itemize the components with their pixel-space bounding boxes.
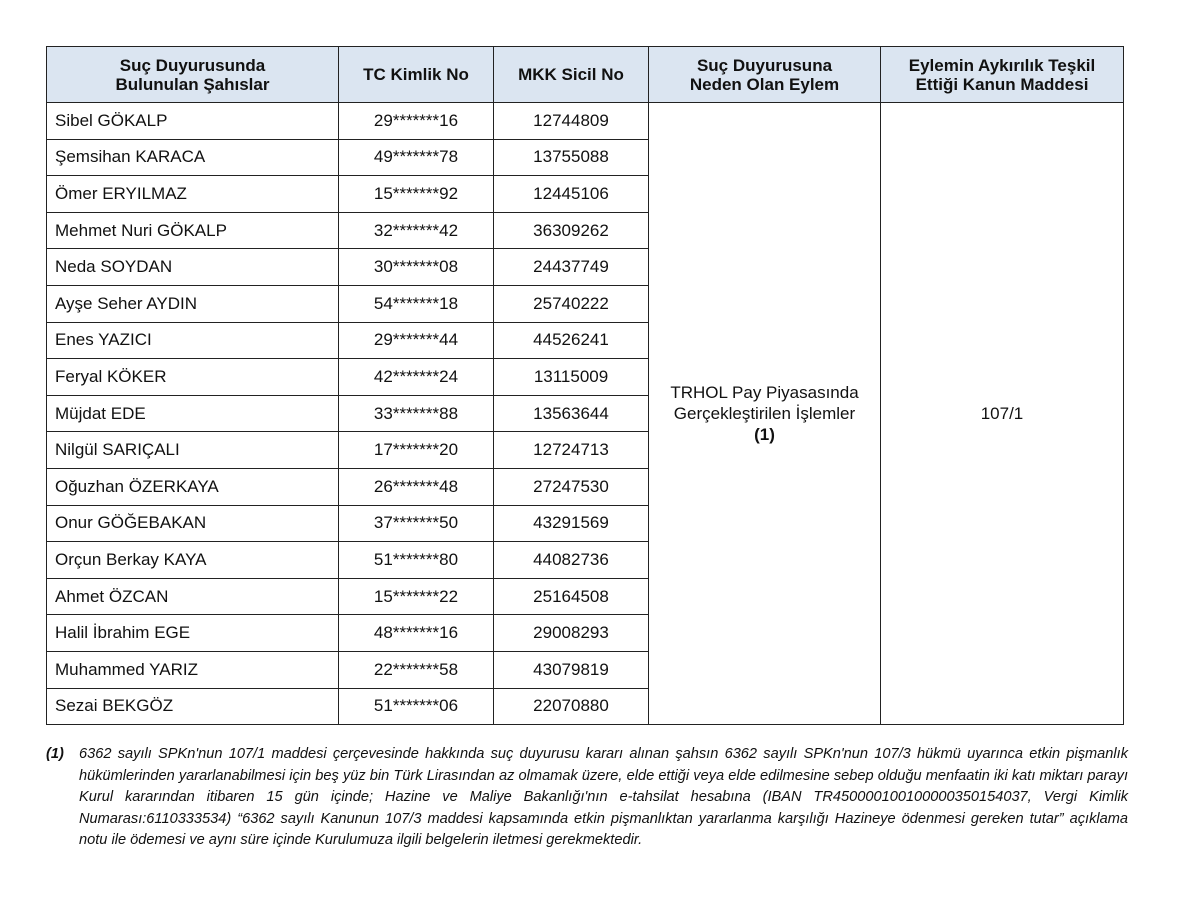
- person-name: Nilgül SARIÇALI: [47, 432, 339, 469]
- tc-kimlik-no: 15*******92: [339, 176, 494, 213]
- person-name: Müjdat EDE: [47, 395, 339, 432]
- tc-kimlik-no: 17*******20: [339, 432, 494, 469]
- tc-kimlik-no: 32*******42: [339, 212, 494, 249]
- mkk-sicil-no: 24437749: [494, 249, 649, 286]
- person-name: Mehmet Nuri GÖKALP: [47, 212, 339, 249]
- mkk-sicil-no: 13755088: [494, 139, 649, 176]
- person-name: Sezai BEKGÖZ: [47, 688, 339, 725]
- mkk-sicil-no: 43079819: [494, 651, 649, 688]
- person-name: Muhammed YARIZ: [47, 651, 339, 688]
- tc-kimlik-no: 22*******58: [339, 651, 494, 688]
- mkk-sicil-no: 44082736: [494, 542, 649, 579]
- tc-kimlik-no: 26*******48: [339, 468, 494, 505]
- header-persons: Suç Duyurusunda Bulunulan Şahıslar: [47, 47, 339, 103]
- tc-kimlik-no: 42*******24: [339, 359, 494, 396]
- person-name: Ayşe Seher AYDIN: [47, 285, 339, 322]
- header-tc: TC Kimlik No: [339, 47, 494, 103]
- mkk-sicil-no: 22070880: [494, 688, 649, 725]
- mkk-sicil-no: 36309262: [494, 212, 649, 249]
- mkk-sicil-no: 25164508: [494, 578, 649, 615]
- person-name: Şemsihan KARACA: [47, 139, 339, 176]
- table-header-row: [47, 47, 1124, 103]
- tc-kimlik-no: 51*******80: [339, 542, 494, 579]
- footnote: [46, 744, 1128, 852]
- person-name: Sibel GÖKALP: [47, 103, 339, 140]
- table-row: [47, 103, 1124, 140]
- persons-table: [46, 46, 1124, 725]
- mkk-sicil-no: 25740222: [494, 285, 649, 322]
- person-name: Feryal KÖKER: [47, 359, 339, 396]
- mkk-sicil-no: 44526241: [494, 322, 649, 359]
- mkk-sicil-no: 12445106: [494, 176, 649, 213]
- tc-kimlik-no: 29*******44: [339, 322, 494, 359]
- action-line-2: Gerçekleştirilen İşlemler: [673, 404, 856, 424]
- person-name: Neda SOYDAN: [47, 249, 339, 286]
- person-name: Orçun Berkay KAYA: [47, 542, 339, 579]
- mkk-sicil-no: 13563644: [494, 395, 649, 432]
- action-line-1: TRHOL Pay Piyasasında: [670, 383, 859, 403]
- tc-kimlik-no: 37*******50: [339, 505, 494, 542]
- person-name: Halil İbrahim EGE: [47, 615, 339, 652]
- action-footnote-ref: (1): [754, 425, 775, 445]
- mkk-sicil-no: 12744809: [494, 103, 649, 140]
- tc-kimlik-no: 54*******18: [339, 285, 494, 322]
- person-name: Oğuzhan ÖZERKAYA: [47, 468, 339, 505]
- tc-kimlik-no: 30*******08: [339, 249, 494, 286]
- law-article-cell: 107/1: [881, 103, 1124, 725]
- header-mkk: MKK Sicil No: [494, 47, 649, 103]
- tc-kimlik-no: 49*******78: [339, 139, 494, 176]
- table-body: [47, 103, 1124, 725]
- mkk-sicil-no: 27247530: [494, 468, 649, 505]
- header-action: Suç Duyurusuna Neden Olan Eylem: [649, 47, 881, 103]
- person-name: Ahmet ÖZCAN: [47, 578, 339, 615]
- mkk-sicil-no: 12724713: [494, 432, 649, 469]
- footnote-text: 6362 sayılı SPKn'nun 107/1 maddesi çerçevesinde hakkında suç duyurusu kararı alınan şahsın 6362 sayılı SPKn'nun 107/3 hükmü uyarınca etkin pişmanlık hükümlerinden yararlanabilmesi için beş yüz bin Türk Lirasından az olmamak üzere, elde ettiği veya elde edilmesine sebep olduğu menfaatin iki katı miktarı parayı Kurul kararından itibaren 15 gün içinde; Hazine ve Maliye Bakanlığı'nın e-tahsilat hesabına (IBAN TR450000100100000350154037, Vergi Kimlik Numarası:6110333534) “6362 sayılı Kanunun 107/3 maddesi kapsamında etkin pişmanlıktan yararlanma karşılığı Hazineye ödenmesi gereken tutar” açıklama notu ile ödemesi ve aynı süre içinde Kurulumuza ilgili belgelerin iletmesi gerekmektedir.: [79, 746, 1128, 848]
- mkk-sicil-no: 29008293: [494, 615, 649, 652]
- tc-kimlik-no: 51*******06: [339, 688, 494, 725]
- action-cell: [649, 103, 881, 725]
- person-name: Ömer ERYILMAZ: [47, 176, 339, 213]
- tc-kimlik-no: 33*******88: [339, 395, 494, 432]
- person-name: Enes YAZICI: [47, 322, 339, 359]
- header-law: Eylemin Aykırılık Teşkil Ettiği Kanun Maddesi: [881, 47, 1124, 103]
- mkk-sicil-no: 43291569: [494, 505, 649, 542]
- tc-kimlik-no: 15*******22: [339, 578, 494, 615]
- tc-kimlik-no: 29*******16: [339, 103, 494, 140]
- footnote-marker: (1): [46, 746, 64, 762]
- tc-kimlik-no: 48*******16: [339, 615, 494, 652]
- mkk-sicil-no: 13115009: [494, 359, 649, 396]
- person-name: Onur GÖĞEBAKAN: [47, 505, 339, 542]
